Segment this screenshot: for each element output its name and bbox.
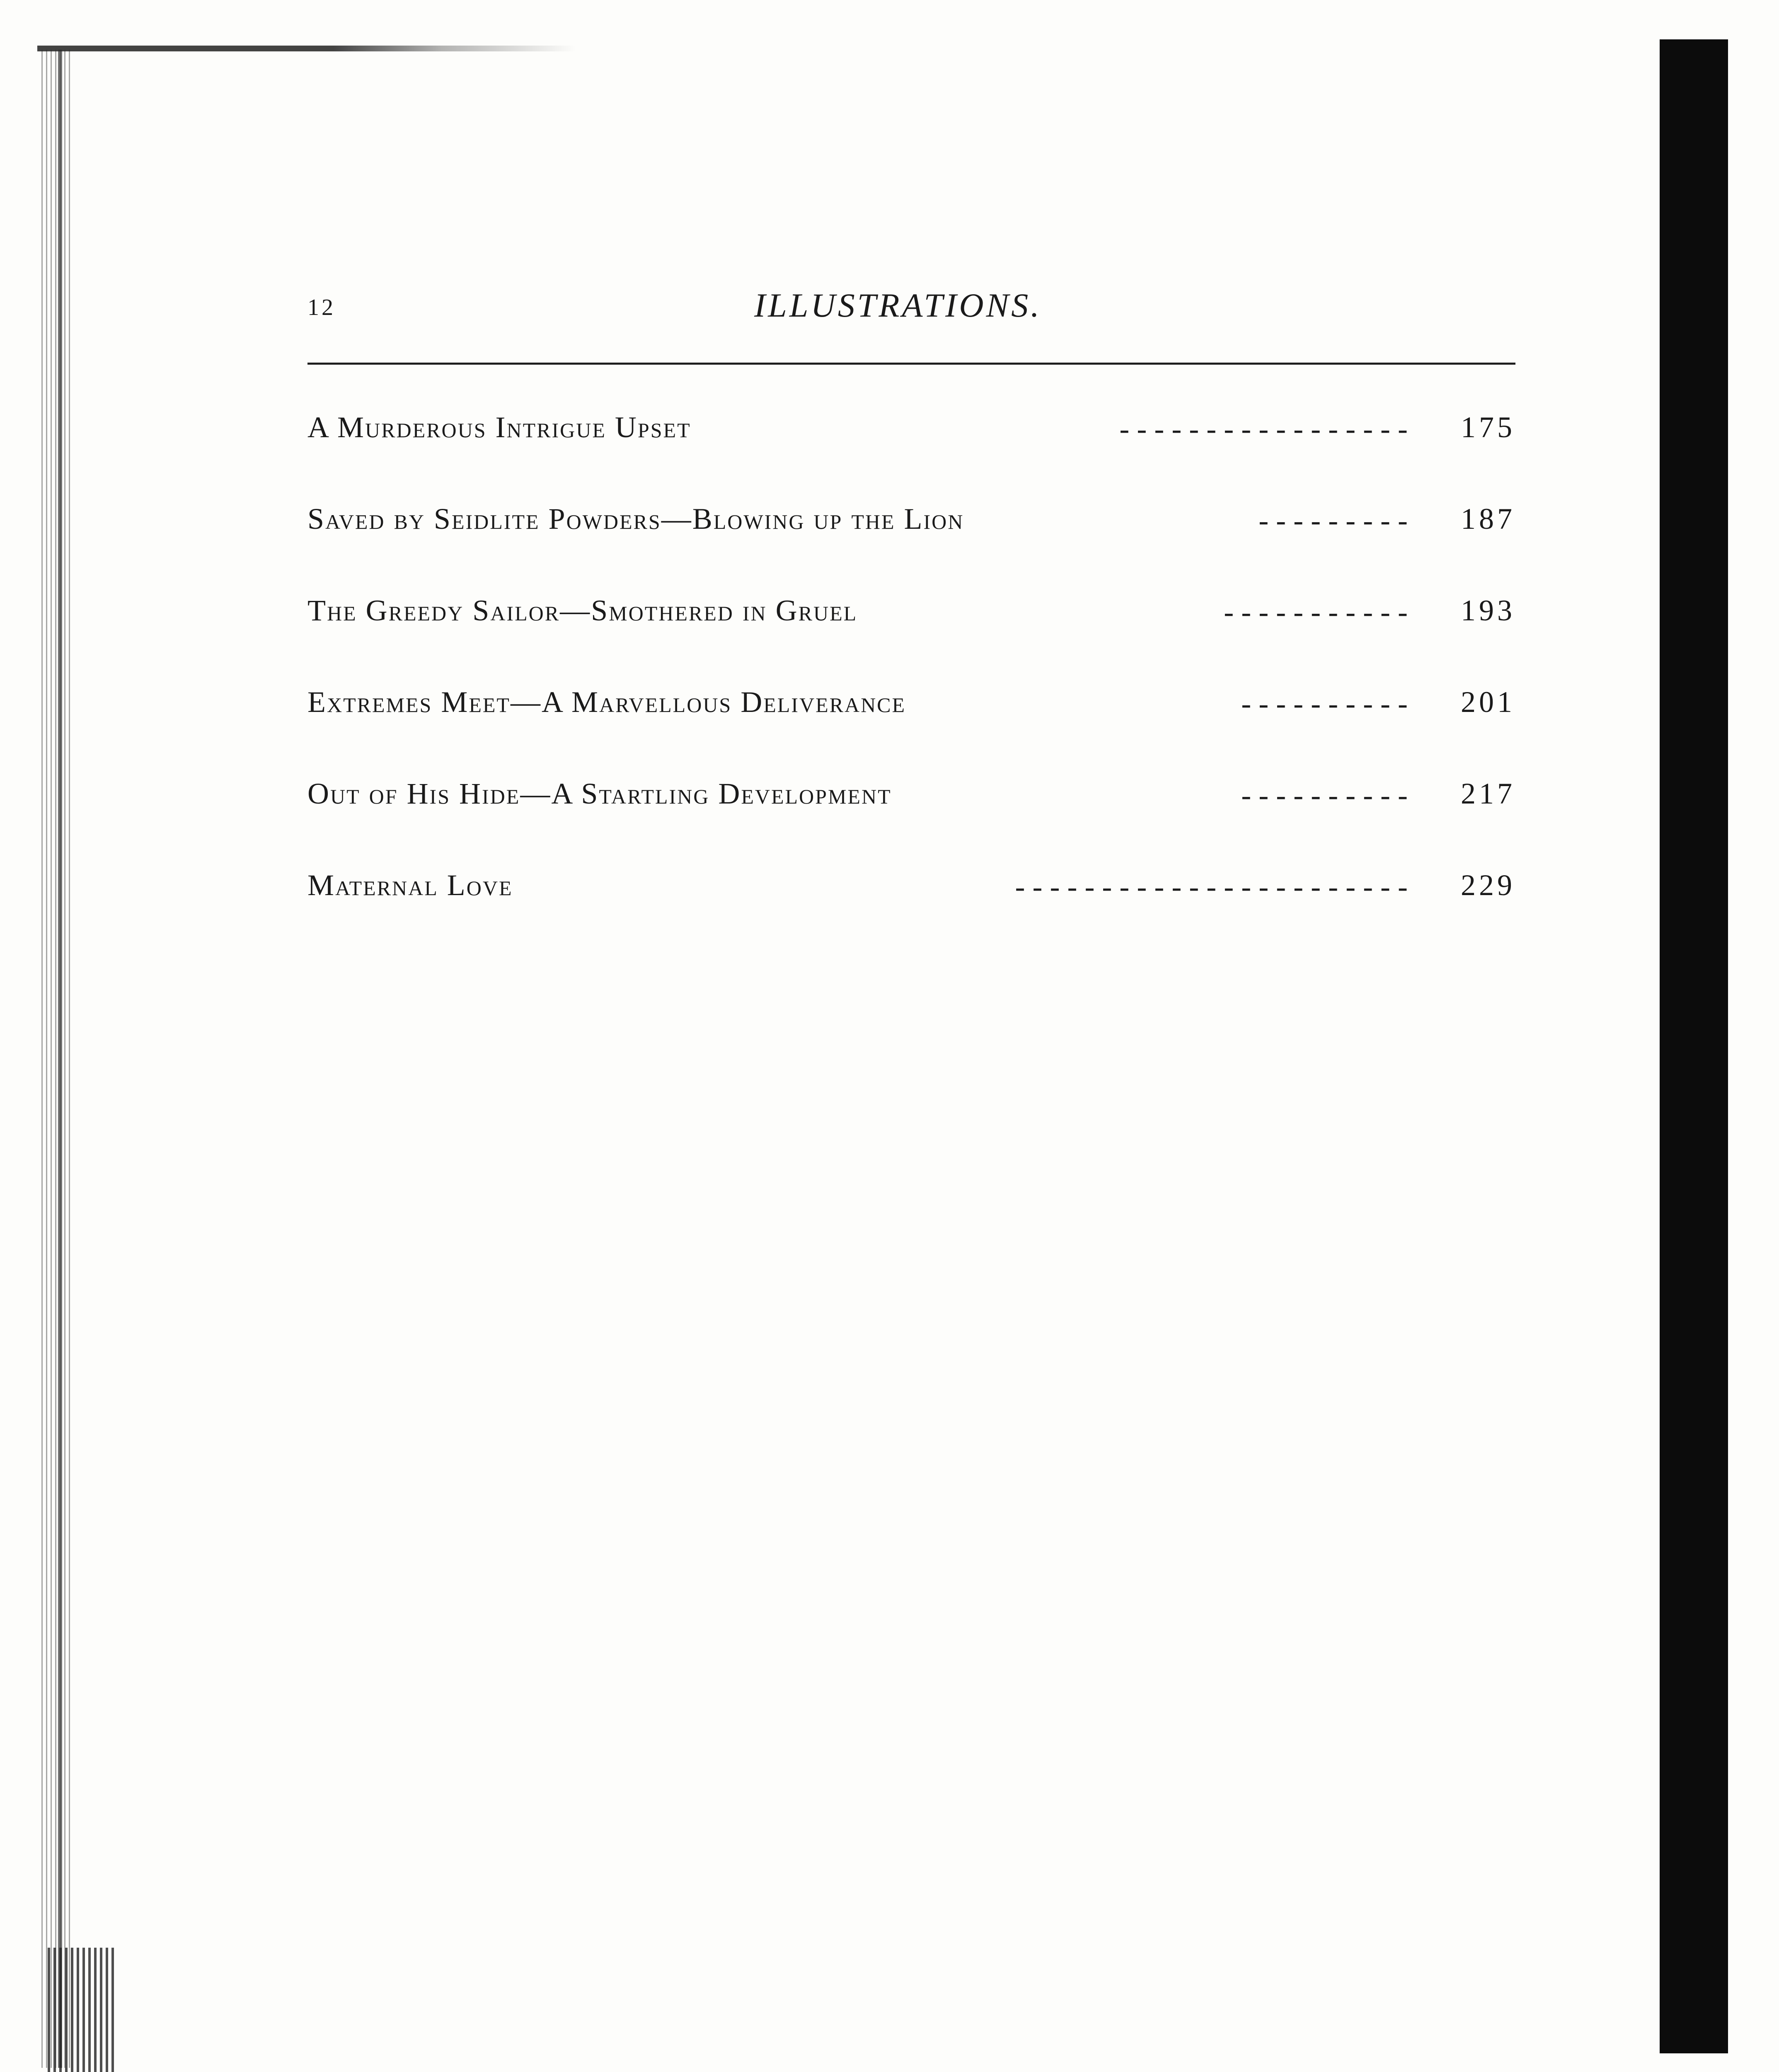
entry-title: Saved by Seidlite Powders—Blowing up the Lion [307, 502, 964, 535]
entry-page-number: 229 [1461, 869, 1515, 902]
entry-page-number: 175 [1461, 411, 1515, 444]
left-binding-line [58, 50, 62, 2068]
dot-leader: - - - - - - - - - [1259, 504, 1408, 537]
dot-leader: - - - - - - - - - - - - - - - - - - - - - - - [1015, 870, 1408, 903]
running-title: ILLUSTRATIONS. [754, 286, 1042, 324]
entry-page-number: 187 [1461, 502, 1515, 535]
dot-leader: - - - - - - - - - - - - - - - - - [1119, 412, 1408, 445]
list-item [307, 593, 1515, 685]
left-binding-edge [41, 50, 70, 2068]
entry-title: Extremes Meet—A Marvellous Deliverance [307, 685, 906, 719]
entry-page-number: 201 [1461, 685, 1515, 719]
list-item [307, 685, 1515, 777]
illustrations-list [307, 410, 1515, 960]
entry-page-number: 193 [1461, 594, 1515, 627]
entry-title: Maternal Love [307, 869, 513, 902]
entry-page-number: 217 [1461, 777, 1515, 810]
dot-leader: - - - - - - - - - - [1241, 779, 1408, 812]
scan-edge-artifact [37, 46, 576, 51]
dot-leader: - - - - - - - - - - - [1224, 595, 1408, 629]
binding-foot-artifact [48, 1948, 114, 2072]
page-number: 12 [307, 295, 336, 320]
entry-title: A Murderous Intrigue Upset [307, 411, 691, 444]
entry-title: The Greedy Sailor—Smothered in Gruel [307, 594, 858, 627]
entry-title: Out of His Hide—A Startling Development [307, 777, 892, 810]
dot-leader: - - - - - - - - - - [1241, 687, 1408, 720]
list-item [307, 868, 1515, 960]
right-binding-shadow [1660, 39, 1728, 2053]
list-item [307, 777, 1515, 868]
list-item [307, 502, 1515, 593]
list-item [307, 410, 1515, 502]
header-rule [307, 363, 1515, 365]
